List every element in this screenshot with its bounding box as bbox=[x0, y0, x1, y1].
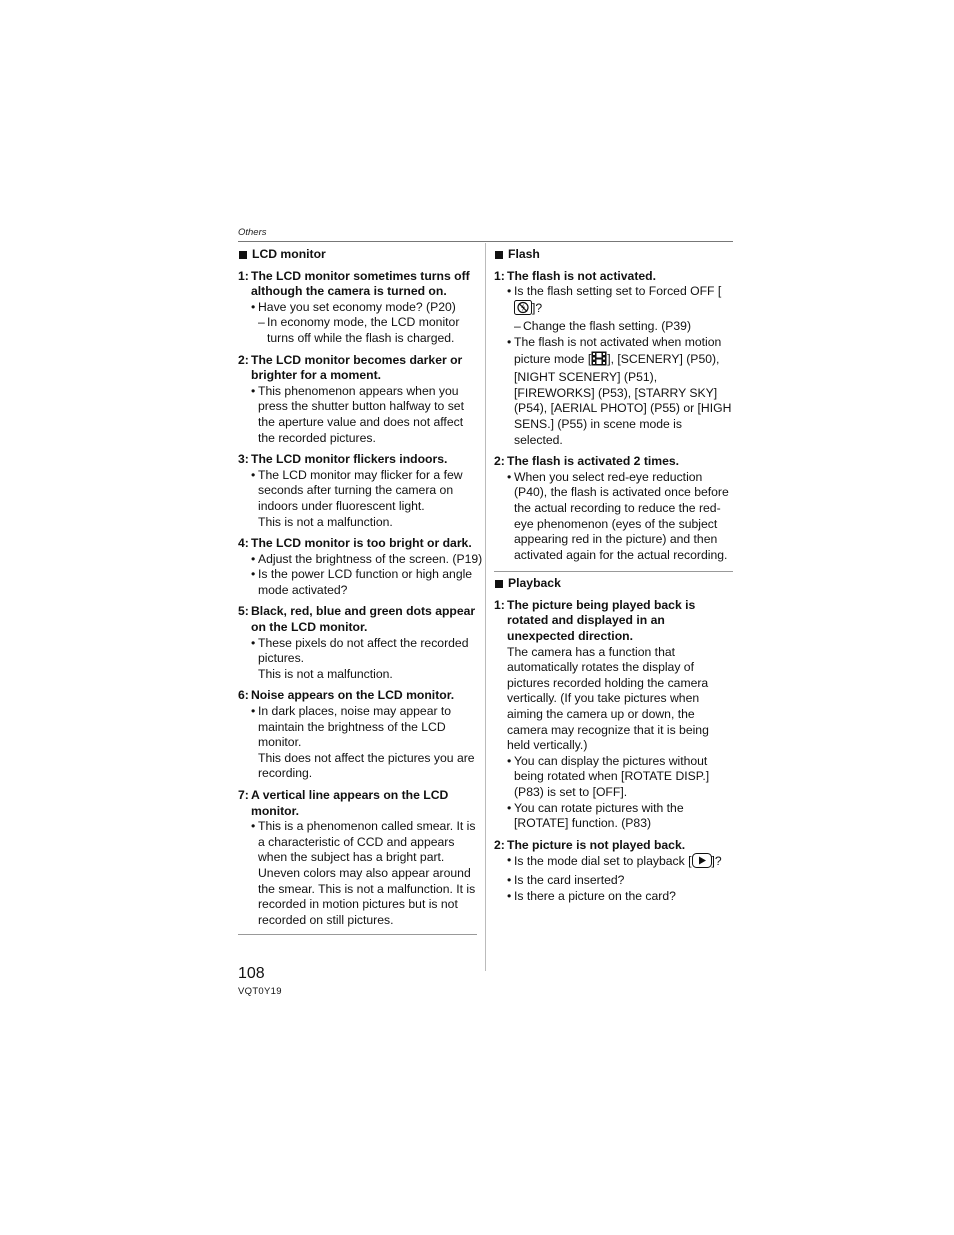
motion-picture-icon bbox=[591, 351, 607, 371]
item-title-text: The picture is not played back. bbox=[507, 837, 686, 852]
bullet-dot: • bbox=[507, 469, 512, 484]
dash-point bbox=[238, 315, 478, 346]
section-rule bbox=[494, 571, 733, 572]
item-number: 1: bbox=[238, 268, 249, 283]
item-title bbox=[494, 838, 734, 854]
lcd-item-6 bbox=[238, 688, 478, 782]
flash-off-icon bbox=[514, 300, 532, 320]
item-title-text: Noise appears on the LCD monitor. bbox=[251, 688, 455, 703]
item-title-text: The LCD monitor sometimes turns off although the camera is turned on. bbox=[251, 268, 470, 299]
bullet-dot: • bbox=[251, 551, 256, 566]
bullet-dot: • bbox=[507, 753, 512, 768]
item-number: 1: bbox=[494, 268, 505, 283]
bullet-text: Is the power LCD function or high angle mode activated? bbox=[258, 567, 473, 597]
item-title-text: A vertical line appears on the LCD monitor. bbox=[251, 788, 449, 818]
item-number: 1: bbox=[494, 597, 505, 612]
square-bullet-icon bbox=[495, 580, 503, 588]
item-number: 4: bbox=[238, 536, 249, 551]
page-number: 108 bbox=[238, 965, 265, 982]
bullet-point bbox=[238, 384, 478, 446]
item-title bbox=[238, 688, 478, 704]
note-text: This does not affect the pictures you are recording. bbox=[258, 750, 475, 781]
lcd-item-2 bbox=[238, 353, 478, 447]
bullet-text-part: The flash is not activated when motion picture mode [ bbox=[514, 334, 722, 366]
bullet-point bbox=[238, 819, 478, 928]
bullet-point bbox=[238, 300, 478, 316]
note-text: This is not a malfunction. bbox=[258, 666, 393, 681]
item-title bbox=[494, 454, 734, 470]
section-label: Others bbox=[238, 227, 267, 238]
item-title bbox=[494, 598, 734, 645]
lcd-monitor-heading bbox=[238, 247, 478, 263]
bullet-dot: • bbox=[507, 853, 512, 868]
item-number: 5: bbox=[238, 604, 249, 619]
bullet-point bbox=[494, 470, 734, 564]
bullet-dot: • bbox=[507, 800, 512, 815]
item-number: 6: bbox=[238, 688, 249, 703]
playback-icon bbox=[692, 853, 712, 873]
item-title-text: The picture being played back is rotated and displayed in an unexpected direction. bbox=[507, 597, 696, 644]
bullet-dot: • bbox=[251, 383, 256, 398]
bullet-text: You can display the pictures without being rotated when [ROTATE DISP.] (P83) is set to [OFF]. bbox=[514, 753, 710, 799]
bullet-dot: • bbox=[507, 334, 512, 349]
bullet-point bbox=[494, 801, 734, 832]
bullet-text-part: ]? bbox=[532, 300, 543, 315]
right-column bbox=[494, 244, 734, 904]
dash-mark: – bbox=[258, 315, 265, 330]
bullet-point bbox=[494, 873, 734, 889]
item-title bbox=[238, 604, 478, 635]
bullet-dot: • bbox=[251, 467, 256, 482]
bullet-text: The LCD monitor may flicker for a few seconds after turning the camera on indoors under fluorescent light. bbox=[258, 467, 463, 513]
item-title bbox=[238, 536, 478, 552]
paragraph-text: The camera has a function that automatically rotates the display of pictures recorded holding the camera vertically. (If you take pictures when aiming the camera up or down, the camera may recognize that it is being held vertically.) bbox=[507, 644, 709, 753]
bullet-dot: • bbox=[507, 888, 512, 903]
bullet-text: Adjust the brightness of the screen. (P19) bbox=[258, 551, 483, 566]
dash-point bbox=[494, 319, 734, 335]
item-title-text: Black, red, blue and green dots appear on the LCD monitor. bbox=[251, 604, 476, 635]
bullet-point bbox=[238, 704, 478, 751]
dash-text: In economy mode, the LCD monitor turns off while the flash is charged. bbox=[267, 315, 460, 345]
dash-text: Change the flash setting. (P39) bbox=[523, 319, 692, 334]
item-number: 2: bbox=[494, 837, 505, 852]
dash-mark: – bbox=[514, 319, 521, 334]
item-title-text: The LCD monitor is too bright or dark. bbox=[251, 536, 472, 551]
bullet-point bbox=[238, 636, 478, 667]
bullet-text: This is a phenomenon called smear. It is a characteristic of CCD and appears when the subject has a bright part. Uneven colors may also appear around the smear. This is not a malfunction. It is recorded in motion pictures but is not recorded on still pictures. bbox=[258, 819, 476, 927]
lcd-item-5 bbox=[238, 604, 478, 682]
item-title bbox=[238, 452, 478, 468]
bullet-point bbox=[238, 551, 483, 568]
item-number: 7: bbox=[238, 788, 249, 802]
flash-item-2 bbox=[494, 454, 734, 563]
bullet-text bbox=[514, 853, 722, 873]
bullet-point bbox=[494, 853, 734, 873]
bullet-dot: • bbox=[251, 567, 256, 582]
lcd-monitor-heading-text: LCD monitor bbox=[252, 247, 326, 261]
bullet-text: When you select red-eye reduction (P40), the flash is activated once before the actual recording to reduce the red-eye phenomenon (eyes of the subject appearing red in the picture) and then activated again for the actual recording. bbox=[514, 469, 729, 562]
lcd-item-1 bbox=[238, 269, 478, 347]
square-bullet-icon bbox=[495, 251, 503, 259]
header-rule bbox=[238, 241, 733, 242]
flash-heading-text: Flash bbox=[508, 247, 540, 261]
bullet-text: This phenomenon appears when you press the shutter button halfway to set the aperture value and does not affect the recorded pictures. bbox=[258, 383, 464, 445]
item-number: 2: bbox=[494, 454, 505, 469]
lcd-item-7 bbox=[238, 788, 478, 928]
item-title-text: The flash is activated 2 times. bbox=[507, 454, 680, 469]
bullet-text-part: ]? bbox=[711, 854, 722, 869]
item-title-text: The flash is not activated. bbox=[507, 268, 656, 283]
bullet-text-part: Is the flash setting set to Forced OFF [ bbox=[514, 284, 722, 299]
item-title-text: The LCD monitor becomes darker or brighter for a moment. bbox=[251, 352, 463, 383]
bullet-point bbox=[494, 335, 734, 448]
model-code: VQT0Y19 bbox=[238, 986, 282, 997]
flash-item-1 bbox=[494, 269, 734, 449]
bullet-text: You can rotate pictures with the [ROTATE] function. (P83) bbox=[514, 800, 684, 831]
column-end-rule bbox=[238, 934, 477, 935]
bullet-dot: • bbox=[251, 299, 256, 314]
note-text: This is not a malfunction. bbox=[258, 514, 393, 529]
column-divider bbox=[485, 243, 486, 971]
item-title bbox=[238, 788, 478, 819]
item-title bbox=[494, 269, 734, 285]
bullet-dot: • bbox=[251, 704, 256, 719]
lcd-item-4 bbox=[238, 536, 483, 598]
left-column bbox=[238, 244, 483, 935]
bullet-point bbox=[238, 468, 478, 515]
playback-item-2 bbox=[494, 838, 734, 904]
playback-heading bbox=[494, 576, 734, 592]
bullet-dot: • bbox=[507, 872, 512, 887]
bullet-dot: • bbox=[507, 284, 512, 299]
bullet-text: Is the card inserted? bbox=[514, 872, 625, 887]
bullet-point bbox=[494, 889, 734, 905]
lcd-item-3 bbox=[238, 452, 478, 530]
bullet-text-part: Is the mode dial set to playback [ bbox=[514, 854, 692, 869]
playback-heading-text: Playback bbox=[508, 576, 561, 591]
playback-item-1 bbox=[494, 598, 734, 832]
item-number: 2: bbox=[238, 352, 249, 367]
bullet-point bbox=[494, 754, 734, 801]
square-bullet-icon bbox=[239, 251, 247, 259]
bullet-point bbox=[494, 284, 734, 319]
bullet-text bbox=[514, 335, 734, 448]
bullet-text: Have you set economy mode? (P20) bbox=[258, 299, 456, 314]
item-number: 3: bbox=[238, 452, 249, 467]
item-title bbox=[238, 269, 478, 300]
bullet-text: These pixels do not affect the recorded pictures. bbox=[258, 635, 469, 666]
bullet-dot: • bbox=[251, 819, 256, 834]
bullet-point bbox=[238, 567, 478, 598]
bullet-text-part: ], [SCENERY] (P50), [NIGHT SCENERY] (P51), [FIREWORKS] (P53), [STARRY SKY] (P54), [AERIAL PHOTO] (P55) or [HIGH SENS.] (P55) in scene mode is selected. bbox=[514, 351, 732, 447]
bullet-dot: • bbox=[251, 635, 256, 650]
bullet-text: Is there a picture on the card? bbox=[514, 888, 676, 903]
flash-heading bbox=[494, 247, 734, 263]
bullet-text bbox=[514, 284, 734, 319]
item-title-text: The LCD monitor flickers indoors. bbox=[251, 452, 448, 467]
bullet-text: In dark places, noise may appear to maintain the brightness of the LCD monitor. bbox=[258, 704, 452, 750]
item-title bbox=[238, 353, 478, 384]
